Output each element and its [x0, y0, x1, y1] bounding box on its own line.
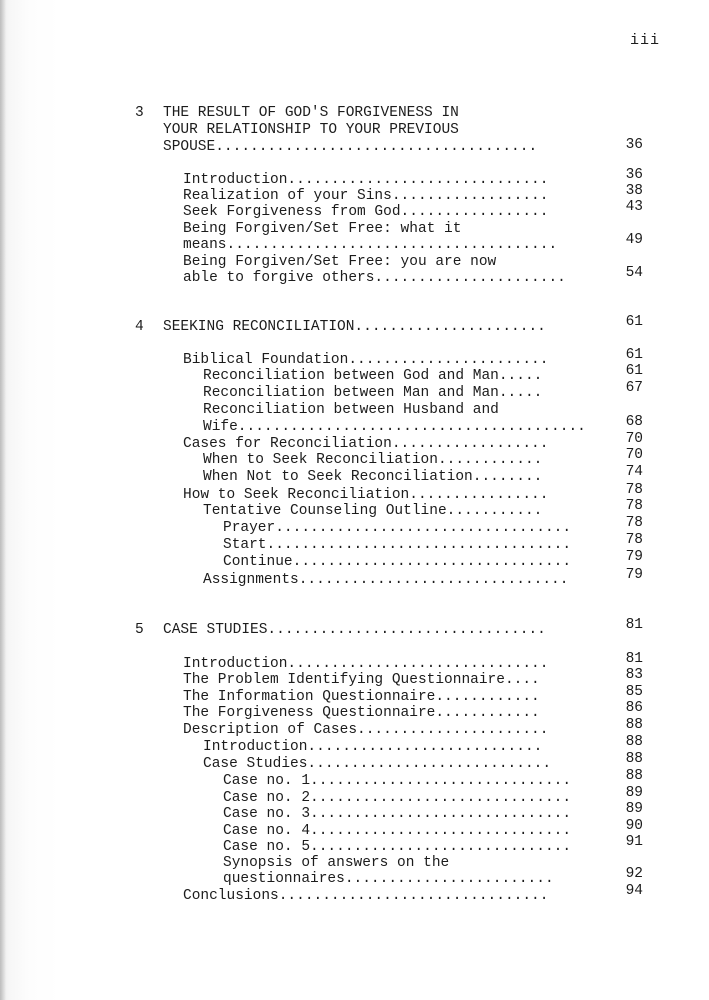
toc-page-number: 38 — [625, 183, 643, 199]
toc-entry-title: Reconciliation between God and Man..... — [203, 368, 543, 384]
toc-entry-ch5-forgiveness — [0, 700, 709, 722]
page-number: iii — [630, 32, 661, 49]
toc-entry-ch3-title-2 — [0, 121, 709, 139]
toc-page-number: 74 — [625, 464, 643, 480]
toc-page-number: 68 — [625, 414, 643, 430]
toc-page-number: 88 — [625, 768, 643, 784]
toc-page-number: 78 — [625, 498, 643, 514]
toc-entry-ch5-case-studies — [0, 751, 709, 773]
toc-entry-ch5-conclusions — [0, 883, 709, 905]
toc-entry-ch4-husband-wife-1 — [0, 401, 709, 419]
toc-page-number: 85 — [625, 684, 643, 700]
toc-entry-ch5-case3 — [0, 801, 709, 823]
toc-page-number: 49 — [625, 232, 643, 248]
toc-entry-title: When to Seek Reconciliation............ — [203, 452, 543, 468]
toc-page-number: 94 — [625, 883, 643, 899]
toc-entry-ch3-forgiven-2 — [0, 232, 709, 254]
toc-entry-title: Cases for Reconciliation.................. — [183, 436, 549, 452]
toc-entry-ch3-title-1 — [0, 104, 709, 122]
toc-page-number: 86 — [625, 700, 643, 716]
toc-entry-title: Case no. 2.............................. — [223, 790, 572, 806]
toc-entry-ch4-husband-wife-2 — [0, 414, 709, 436]
toc-page-number: 61 — [625, 347, 643, 363]
toc-page-number: 89 — [625, 801, 643, 817]
toc-entry-title: YOUR RELATIONSHIP TO YOUR PREVIOUS — [163, 122, 459, 138]
chapter-number: 4 — [135, 319, 144, 335]
toc-entry-title: means...................................... — [183, 237, 558, 253]
toc-entry-ch5-problem — [0, 667, 709, 689]
toc-entry-title: Reconciliation between Husband and — [203, 402, 499, 418]
chapter-number: 5 — [135, 622, 144, 638]
toc-entry-ch5-desc-intro — [0, 734, 709, 756]
toc-entry-title: Continue................................ — [223, 554, 572, 570]
toc-entry-ch3-seek-forgiveness — [0, 199, 709, 221]
toc-entry-ch4-man-man — [0, 380, 709, 402]
toc-entry-ch4-outline — [0, 498, 709, 520]
toc-entry-title: CASE STUDIES................................ — [163, 622, 546, 638]
toc-entry-ch3-forgive-others-2 — [0, 265, 709, 287]
toc-entry-title: Start................................... — [223, 537, 572, 553]
toc-page-number: 78 — [625, 515, 643, 531]
toc-entry-title: SPOUSE..................................... — [163, 139, 538, 155]
toc-entry-title: Description of Cases...................... — [183, 722, 549, 738]
toc-page-number: 91 — [625, 834, 643, 850]
toc-entry-title: Case no. 1.............................. — [223, 773, 572, 789]
toc-page-number: 81 — [625, 651, 643, 667]
toc-page-number: 61 — [625, 314, 643, 330]
toc-entry-ch5-description — [0, 717, 709, 739]
toc-page-number: 88 — [625, 734, 643, 750]
toc-page-number: 70 — [625, 447, 643, 463]
toc-page-number: 81 — [625, 617, 643, 633]
toc-entry-title: Synopsis of answers on the — [223, 855, 450, 871]
toc-page-number: 92 — [625, 866, 643, 882]
toc-entry-title: Introduction.............................. — [183, 656, 549, 672]
toc-page-number: 78 — [625, 482, 643, 498]
toc-page-number: 43 — [625, 199, 643, 215]
toc-entry-title: When Not to Seek Reconciliation........ — [203, 469, 543, 485]
toc-entry-title: Case no. 5.............................. — [223, 839, 572, 855]
toc-page-number: 89 — [625, 785, 643, 801]
toc-entry-title: Introduction.............................. — [183, 172, 549, 188]
toc-entry-title: Realization of your Sins.................. — [183, 188, 549, 204]
toc-entry-ch4-god-man — [0, 363, 709, 385]
toc-entry-title: SEEKING RECONCILIATION...................... — [163, 319, 546, 335]
toc-page-number: 83 — [625, 667, 643, 683]
toc-entry-title: Introduction........................... — [203, 739, 543, 755]
toc-page-number: 67 — [625, 380, 643, 396]
toc-entry-title: The Forgiveness Questionnaire............ — [183, 705, 540, 721]
toc-page-number: 88 — [625, 717, 643, 733]
toc-entry-title: The Problem Identifying Questionnaire.... — [183, 672, 540, 688]
toc-entry-title: The Information Questionnaire............ — [183, 689, 540, 705]
toc-entry-title: Prayer.................................. — [223, 520, 572, 536]
toc-page-number: 61 — [625, 363, 643, 379]
toc-entry-title: Case no. 4.............................. — [223, 823, 572, 839]
toc-entry-title: Tentative Counseling Outline........... — [203, 503, 543, 519]
toc-entry-title: Wife........................................ — [203, 419, 586, 435]
toc-entry-title: Case no. 3.............................. — [223, 806, 572, 822]
toc-page-number: 90 — [625, 818, 643, 834]
toc-entry-ch4-when — [0, 447, 709, 469]
toc-entry-title: Being Forgiven/Set Free: what it — [183, 221, 462, 237]
toc-page-number: 70 — [625, 431, 643, 447]
toc-entry-ch5-title — [0, 617, 709, 639]
toc-entry-title: Assignments............................... — [203, 572, 569, 588]
toc-entry-ch4-continue — [0, 549, 709, 571]
toc-page-number: 79 — [625, 549, 643, 565]
toc-entry-title: Case Studies............................ — [203, 756, 552, 772]
toc-entry-ch3-title-3 — [0, 138, 709, 156]
toc-entry-title: Seek Forgiveness from God................. — [183, 204, 549, 220]
toc-entry-ch4-title — [0, 314, 709, 336]
toc-entry-title: able to forgive others...................... — [183, 270, 566, 286]
toc-entry-ch5-case1 — [0, 768, 709, 790]
toc-page-number: 88 — [625, 751, 643, 767]
chapter-number: 3 — [135, 105, 144, 121]
toc-entry-title: Conclusions............................... — [183, 888, 549, 904]
toc-page-number: 36 — [625, 137, 643, 153]
toc-page-number: 79 — [625, 567, 643, 583]
toc-entry-ch4-start — [0, 532, 709, 554]
toc-page-number: 36 — [625, 167, 643, 183]
toc-entry-ch5-synopsis-2 — [0, 866, 709, 888]
toc-entry-ch4-prayer — [0, 515, 709, 537]
toc-entry-title: THE RESULT OF GOD'S FORGIVENESS IN — [163, 105, 459, 121]
toc-entry-title: Biblical Foundation....................... — [183, 352, 549, 368]
toc-entry-ch4-assignments — [0, 567, 709, 589]
toc-page-number: 54 — [625, 265, 643, 281]
toc-entry-title: How to Seek Reconciliation................ — [183, 487, 549, 503]
toc-entry-title: questionnaires........................ — [223, 871, 554, 887]
toc-entry-title: Being Forgiven/Set Free: you are now — [183, 254, 497, 270]
toc-page-number: 78 — [625, 532, 643, 548]
toc-entry-title: Reconciliation between Man and Man..... — [203, 385, 543, 401]
toc-entry-ch4-when-not — [0, 464, 709, 486]
